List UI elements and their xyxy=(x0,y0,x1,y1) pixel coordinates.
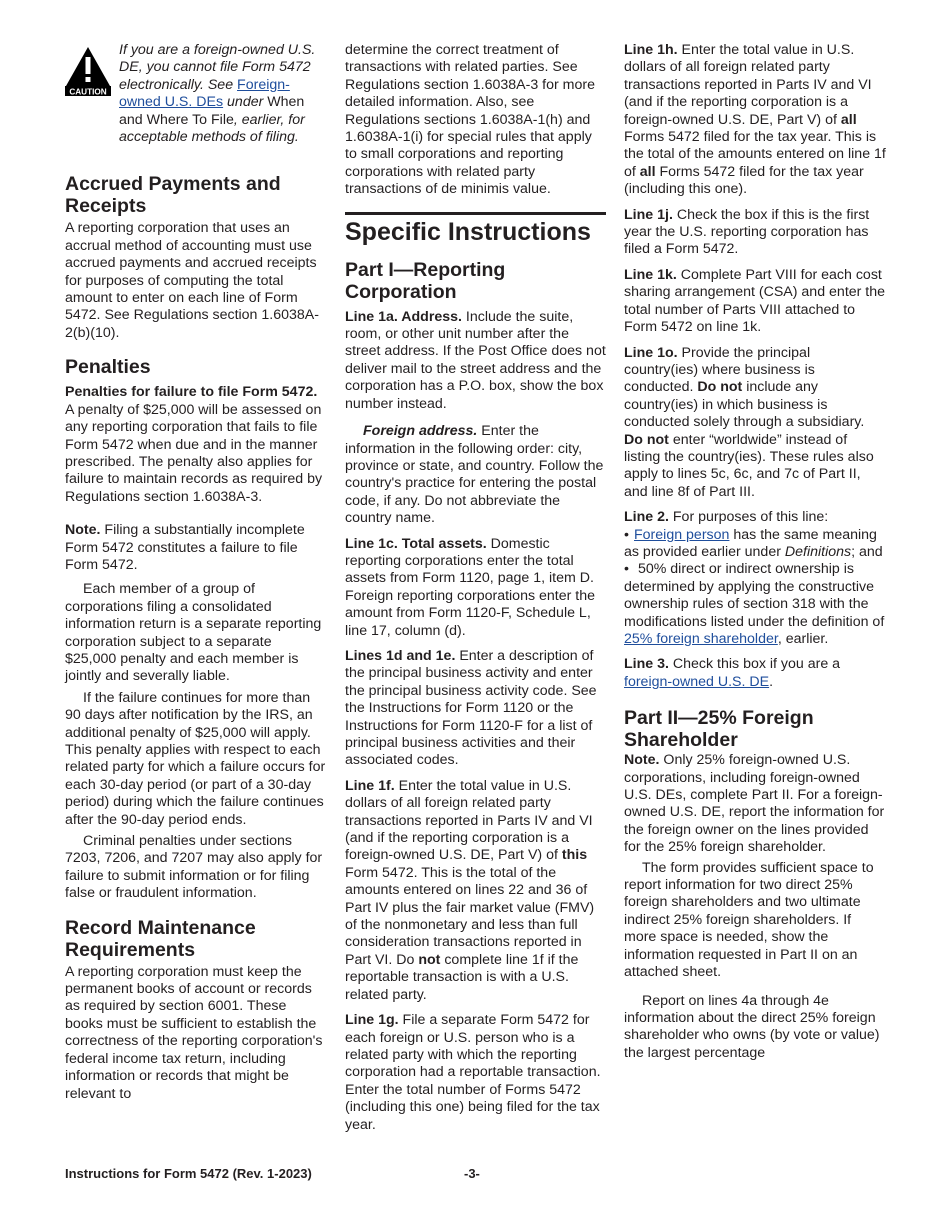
line-1c-label: Line 1c. Total assets. xyxy=(345,535,487,552)
line-2-bullet-1 xyxy=(624,527,886,562)
caution-text-d: , earlier, for acceptable methods of filing. xyxy=(119,111,305,146)
note-para xyxy=(65,522,326,574)
note-text: Filing a substantially incomplete Form 5472 constitutes a failure to file Form 5472. xyxy=(65,522,305,573)
line-1h-label: Line 1h. xyxy=(624,42,678,58)
foreign-address-text: Enter the information in the following order: city, province or state, and country. Follow the country's practice for entering the postal code, if any. Do not abbreviate the country name. xyxy=(345,423,604,527)
bullet-2-text-b: , earlier. xyxy=(777,631,829,647)
definitions-ref: Definitions xyxy=(784,543,852,560)
bullet-1-text-b: ; and xyxy=(851,543,883,560)
part2-note-text: Only 25% foreign-owned U.S. corporations, including foreign-owned U.S. DEs, complete Part II. For a foreign-owned U.S. DE, report the information for the foreign owner on the lines provided for the 25% foreign shareholder. xyxy=(624,752,885,856)
line-1h-text-b: Forms 5472 filed for the tax year. This is the total of the amounts entered on line 1f of xyxy=(624,129,886,180)
line-2-text: For purposes of this line: xyxy=(668,509,829,526)
line-1k-text: Complete Part VIII for each cost sharing arrangement (CSA) and enter the total number of Parts VIII attached to Form 5472 on line 1k. xyxy=(624,266,886,336)
record-text: A reporting corporation must keep the permanent books of account or records as required by section 6001. These books must be sufficient to establish the correctness of the reporting corporation's federal income tax return, including information or records that might be relevant to xyxy=(65,963,323,1102)
line-1f-text-c: complete line 1f if the reportable transaction is with a U.S. related party. xyxy=(345,951,579,1003)
line-1h-text-c: Forms 5472 filed for the tax year (including this one). xyxy=(624,163,864,198)
foreign-address-label: Foreign address. xyxy=(363,423,478,440)
line-1o-do-not-2: Do not xyxy=(624,431,669,448)
section-rule xyxy=(345,212,606,215)
line-1o-text-b: include any country(ies) in which business is conducted solely through a subsidiary. xyxy=(624,379,865,431)
column-2 xyxy=(345,42,606,1134)
form-provides-para: The form provides sufficient space to report information for two direct 25% foreign shareholders and two ultimate indirect 25% foreign shareholders. If more space is needed, show the information requested in Part II on an attached sheet. xyxy=(624,859,874,981)
foreign-shareholder-link[interactable]: 25% foreign shareholder xyxy=(624,631,778,647)
line-1j-text: Check the box if this is the first year the U.S. reporting corporation has filed a Form 5472. xyxy=(624,206,870,258)
part2-note-label: Note. xyxy=(624,752,660,769)
line-2-label: Line 2. xyxy=(624,509,669,526)
column-3 xyxy=(624,42,886,1062)
line-1f-label: Line 1f. xyxy=(345,777,395,794)
line-1g-label: Line 1g. xyxy=(345,1012,399,1029)
accrued-heading: Accrued Payments and Receipts xyxy=(65,173,281,218)
line-1a-para xyxy=(345,309,606,413)
line-3-end: . xyxy=(769,673,774,690)
line-1o-para xyxy=(624,345,886,502)
bullet-icon: • xyxy=(624,561,629,578)
line-1k-para xyxy=(624,267,886,337)
caution-link[interactable]: Foreign-owned U.S. DEs xyxy=(119,76,290,111)
part2-heading: Part II—25% Foreign Shareholder xyxy=(624,707,814,752)
part2-note-para xyxy=(624,752,886,856)
line-1h-all-1: all xyxy=(840,111,857,128)
line-1j-para xyxy=(624,207,886,259)
line-1g-para xyxy=(345,1012,606,1134)
penalties-failure-text: A penalty of $25,000 will be assessed on any reporting corporation that fails to file Form 5472 when due and in the manner prescribed. The penalty also applies for failure to maintain records as required by Regulations section 1.6038A-3. xyxy=(65,401,323,505)
caution-icon-label: CAUTION xyxy=(69,87,107,96)
caution-text-a: If you are a foreign-owned U.S. DE, you cannot file Form 5472 electronically. See xyxy=(119,42,316,93)
line-1g-text: File a separate Form 5472 for each foreign or U.S. person who is a related party with which the reporting corporation had a reportable transaction. Enter the total number of Forms 5472 (including this one) being filed for the tax year. xyxy=(345,1012,601,1133)
penalties-failure-para xyxy=(65,384,326,506)
line-1h-text-a: Enter the total value in U.S. dollars of all foreign related party transactions reported in Parts IV and VI (and if the reporting corporation is a foreign-owned U.S. DE, Part V) of xyxy=(624,42,872,128)
bullet-1-text-a: has the same meaning as provided earlier under xyxy=(624,526,877,560)
penalties-heading: Penalties xyxy=(65,356,151,379)
line-3-para xyxy=(624,656,886,691)
line-3-label: Line 3. xyxy=(624,656,669,673)
line-1o-label: Line 1o. xyxy=(624,344,678,361)
note-label: Note. xyxy=(65,522,101,539)
line-3-text: Check this box if you are a xyxy=(668,656,841,673)
line-2-para xyxy=(624,509,886,526)
line-1c-para xyxy=(345,536,606,640)
caution-text-b: under xyxy=(223,94,268,111)
line-1f-text-b: Form 5472. This is the total of the amounts entered on lines 22 and 36 of Part IV plus the fair market value (FMV) of the nonmonetary and less than full consideration transactions reported in Part VI. Do xyxy=(345,864,595,968)
column-1 xyxy=(65,42,326,1103)
line-1f-this: this xyxy=(561,847,588,864)
specific-instructions-heading: Specific Instructions xyxy=(345,217,591,246)
caution-icon xyxy=(65,46,111,96)
line-1j-label: Line 1j. xyxy=(624,206,673,223)
lines-1d-1e-para xyxy=(345,648,606,770)
line-1k-label: Line 1k. xyxy=(624,266,677,283)
penalties-failure-label: Penalties for failure to file Form 5472. xyxy=(65,384,318,401)
each-member-para: Each member of a group of corporations filing a consolidated information return is a separate reporting corporation subject to a separate $25,000 penalty and each member is jointly and severally liable. xyxy=(65,581,322,685)
line-1o-text-a: Provide the principal country(ies) where business is conducted. xyxy=(624,344,815,396)
lines-1d-1e-text: Enter a description of the principal business activity and enter the principal business activity code. See the Instructions for Form 1120 or the Instructions for Form 1120-F for a list of principal business activities and their associated codes. xyxy=(345,647,597,769)
criminal-para: Criminal penalties under sections 7203, 7206, and 7207 may also apply for failure to submit information or for filing false or fraudulent information. xyxy=(65,833,323,902)
page-number: -3- xyxy=(464,1166,480,1181)
footer-title: Instructions for Form 5472 (Rev. 1-2023) xyxy=(65,1166,312,1181)
line-1h-para xyxy=(624,42,886,199)
line-1a-label: Line 1a. Address. xyxy=(345,308,462,325)
record-heading: Record Maintenance Requirements xyxy=(65,916,256,961)
line-1h-all-2: all xyxy=(639,163,656,180)
caution-text-c: When and Where To File xyxy=(119,94,305,128)
line-1o-text-c: enter “worldwide” instead of listing the country(ies). These rules also apply to lines 5c, 6c, and 7c of Part II, and line 8f of Part III. xyxy=(624,431,874,500)
line-1f-para xyxy=(345,778,606,1004)
report-on-para: Report on lines 4a through 4e information about the direct 25% foreign shareholder who owns (by vote or value) the largest percentage xyxy=(624,992,880,1061)
foreign-owned-de-link[interactable]: foreign-owned U.S. DE xyxy=(624,673,770,690)
part1-heading: Part I—Reporting Corporation xyxy=(345,258,506,303)
bullet-icon: • xyxy=(624,526,629,543)
foreign-address-para xyxy=(345,423,606,527)
continued-text: determine the correct treatment of transactions with related parties. See Regulations section 1.6038A-3 for more detailed information. Also, see Regulations sections 1.6038A-1(h) and 1.6038A-1(i) for special rules that apply to small corporations and reporting corporations with related party transactions of de minimis value. xyxy=(345,42,595,198)
line-1c-text: Domestic reporting corporations enter the total assets from Form 1120, page 1, item D. Foreign reporting corporations enter the amount from Form 1120-F, Schedule L, line 17, column (d). xyxy=(345,535,595,639)
line-1a-text: Include the suite, room, or other unit number after the street address. If the Post Office does not deliver mail to the street address and the corporation has a P.O. box, show the box number instead. xyxy=(345,308,606,412)
lines-1d-1e-label: Lines 1d and 1e. xyxy=(345,647,456,664)
accrued-text: A reporting corporation that uses an accrual method of accounting must use accrued payments and accrued receipts for purposes of computing the total amount to enter on each line of Form 5472. See Regulations section 1.6038A-2(b)(10). xyxy=(65,220,319,341)
failure-continues-para: If the failure continues for more than 90 days after notification by the IRS, an additional penalty of $25,000 will apply. This penalty applies with respect to each related party for which a failure occurs for each 30-day period (or part of a 30-day period) during which the failure continues after the 90-day period ends. xyxy=(65,689,326,828)
caution-note xyxy=(65,42,326,146)
line-2-bullet-2 xyxy=(624,561,886,648)
line-1f-not: not xyxy=(418,951,441,968)
line-1o-do-not-1: Do not xyxy=(697,379,743,396)
foreign-person-link[interactable]: Foreign person xyxy=(634,526,730,543)
bullet-2-text: 50% direct or indirect ownership is determined by applying the constructive ownership rules of section 318 with the modifications listed under the definition of xyxy=(624,561,885,630)
line-1f-text-a: Enter the total value in U.S. dollars of all foreign related party transactions reported in Parts IV and VI (and if the reporting corporation is a foreign-owned U.S. DE, Part V) of xyxy=(345,777,593,864)
